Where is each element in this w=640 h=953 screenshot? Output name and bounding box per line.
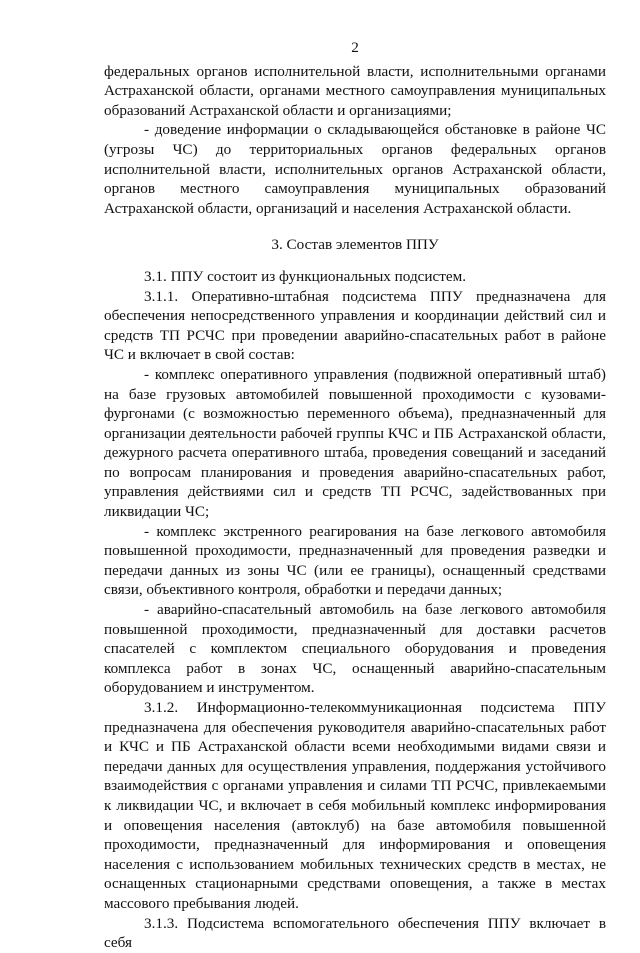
section-title: 3. Состав элементов ППУ <box>271 236 439 254</box>
paragraph: - комплекс экстренного реагирования на базе легкового автомобиля повышенной проходимости, предназначенный для проведения разведки и передачи данных из зоны ЧС (или ее границы), оснащенный средствами связи, объективного контроля, обработки и передачи данных; <box>104 522 606 599</box>
paragraph: - доведение информации о складывающейся обстановке в районе ЧС (угрозы ЧС) до территориальных органов федеральных органов исполнительной власти, исполнительных органов Астраханской области, органов местного самоуправления муниципальных образований Астраханской области, организаций и населения Астраханской области. <box>104 121 606 217</box>
body-paragraphs <box>104 267 606 953</box>
paragraph: 3.1.2. Информационно-телекоммуникационная подсистема ППУ предназначена для обеспечения руководителя аварийно-спасательных работ и КЧС и ПБ Астраханской области всеми необходимыми видами связи и передачи данных для осуществления управления, поддержания устойчивого взаимодействия с органами управления и силами ТП РСЧС, привлекаемыми к ликвидации ЧС, и включает в себя мобильный комплекс информирования и оповещения населения (автоклуб) на базе автомобиля повышенной проходимости, предназначенный для информирования и оповещения населения с использованием мобильных технических средств в местах, не оснащенных стационарными средствами оповещения, а также в местах массового пребывания людей. <box>104 699 606 912</box>
paragraph: 3.1. ППУ состоит из функциональных подсистем. <box>144 267 467 285</box>
paragraph: - комплекс оперативного управления (подвижной оперативный штаб) на базе грузовых автомобилей повышенной проходимости с кузовами-фургонами (с возможностью переменного объема), предназначенный для организации деятельности рабочей группы КЧС и ПБ Астраханской области, дежурного расчета оперативного штаба, проведения совещаний и заседаний по вопросам планирования и проведения аварийно-спасательных работ, управления действиями сил и средств ТП РСЧС, задействованных при ликвидации ЧС; <box>104 365 606 521</box>
paragraph: - аварийно-спасательный автомобиль на базе легкового автомобиля повышенной проходимости, предназначенный для доставки расчетов спасателей с комплектом специального оборудования и проведения комплекса работ в зонах ЧС, оснащенный аварийно-спасательным оборудованием и инструментом. <box>104 601 606 697</box>
paragraph: федеральных органов исполнительной власти, исполнительными органами Астраханской области, органами местного самоуправления муниципальных образований Астраханской области и организациями; <box>104 62 606 119</box>
top-paragraphs <box>104 62 606 219</box>
page-number: 2 <box>351 39 359 56</box>
paragraph: 3.1.3. Подсистема вспомогательного обеспечения ППУ включает в себя <box>104 914 606 952</box>
paragraph: 3.1.1. Оперативно-штабная подсистема ППУ предназначена для обеспечения непосредственного управления и координации действий сил и средств ТП РСЧС при проведении аварийно-спасательных работ в районе ЧС и включает в свой состав: <box>104 287 606 364</box>
